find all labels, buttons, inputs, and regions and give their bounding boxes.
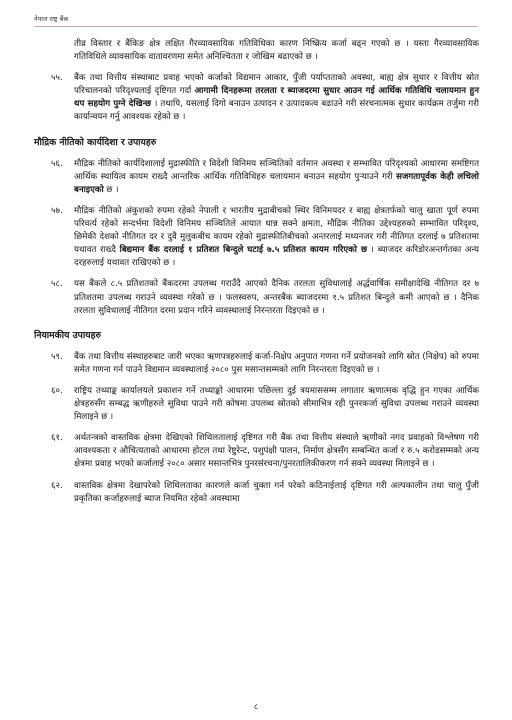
paragraph-text: । तथापि, यसलाई दिगो बनाउन उत्पादन र उत्पादकत्व बढाउने गरी संरचनात्मक सुधार कार्यक्रम तर्जुमा गरी कार्यान्वयन गर्नु आवश्यक रहेको छ । [74, 99, 480, 123]
paragraph-text: । ब्याजदर करिडोरअन्तर्गतका अन्य दरहरुलाई यथावत राखिएको छ । [74, 245, 479, 269]
paragraph-number: ५७. [51, 205, 63, 216]
paragraph-61 [34, 432, 479, 471]
paragraph-text: बैंक तथा वित्तीय संस्थाहरुबाट जारी भएका ऋणपत्रहरुलाई कर्जा-निक्षेप अनुपात गणना गर्ने प्रयोजनको लागि स्रोत (निक्षेप) को रुपमा समेत गणना गर्न पाउने विद्यमान व्यवस्थालाई २०८० पुस मसान्तसम्मको लागि निरन्तरता दिइएको छ । [74, 351, 479, 375]
paragraph-bold-text: सजगतापूर्वक केही लचिलो बनाइएको [74, 171, 479, 195]
paragraph-number: ५९. [51, 351, 63, 362]
paragraph-text: छ । [103, 184, 119, 195]
paragraph-text: यस बैंकले ८.५ प्रतिशतको बैंकदरमा उपलब्ध गराउँदै आएको दैनिक तरलता सुविधालाई अर्द्धवार्षिक समीक्षादेखि नीतिगत दर ७ प्रतिशतमा उपलब्ध गराउने व्यवस्था गरेको छ । फलस्वरुप, अन्तरबैंक ब्याजदरमा १.५ प्रतिशत बिन्दुले कमी आएको छ । दैनिक तरलता सुविधालाई नीतिगत दरमा प्रदान गरिने व्यवस्थालाई निरन्तरता दिइएको छ । [74, 279, 479, 316]
page-number: ८ [253, 702, 259, 711]
paragraph-text: वास्तविक क्षेत्रमा देखापरेको शिथिलताका कारणले कर्जा चुक्ता गर्न परेको कठिनाईलाई दृष्टिगत गरी अल्पकालीन तथा चालु पुँजी प्रकृतिका कर्जाहरुलाई ब्याज नियमित रहेको अवस्थामा [74, 480, 479, 504]
paragraph-text: मौद्रिक नीतिको अंकुशको रुपमा रहेको नेपाली र भारतीय मुद्राबीचको स्थिर विनिमयदर र बाह्य क्षेत्रतर्फको चालु खाता पूर्ण रुपमा परिवर्त्य रहेको सन्दर्भमा विदेशी विनिमय सञ्चितिले आयात धान्न सक्ने क्षमता, मौद्रिक नीतिका उद्देश्यहरुको सम्भावित परिदृश्य, छिमेकी देशको नीतिगत दर र दुवै मुलुकबीच कायम रहेको मुद्रास्फीतिबीचको अन्तरलाई मध्यनजर गरी नीतिगत दरलाई ७ प्रतिशतमा यथावत राख्दै [74, 205, 479, 256]
paragraph-bold-text: आगामी दिनहरूमा तरलता र ब्याजदरमा सुधार आउन गई आर्थिक गतिविधि चलायमान हुन थप सहयोग पुग्ने देखिन्छ [74, 86, 479, 110]
paragraph-62 [34, 480, 479, 506]
paragraph-57 [34, 205, 479, 270]
paragraph-56 [34, 158, 479, 197]
page-content [34, 38, 479, 514]
paragraph-number: ६०. [51, 385, 63, 396]
paragraph-bold-text: बिद्यमान बैंक दरलाई १ प्रतिशत बिन्दुले घटाई ७.५ प्रतिशत कायम गरिएको छ [119, 245, 367, 256]
section-heading-monetary: मौद्रिक नीतिको कार्यदिशा र उपायहरु [34, 136, 157, 148]
paragraph-number: ५५. [51, 73, 63, 84]
header-divider [34, 26, 478, 27]
page-header-title: नेपाल राष्ट्र बैंक [34, 15, 69, 23]
section-heading-regulatory: नियामकीय उपायहरु [34, 329, 101, 341]
paragraph-number: ५८. [51, 279, 63, 290]
paragraph-text: अर्थतन्त्रको वास्तविक क्षेत्रमा देखिएको शिथिलतालाई दृष्टिगत गरी बैंक तथा वित्तीय संस्थाले ऋणीको नगद प्रवाहको विश्लेषण गरी आवश्यकता र औचित्यताको आधारमा होटल तथा रेष्टुरेन्ट, पशुपंक्षी पालन, निर्माण क्षेत्रसँग सम्बन्धित कर्जा र रु.५ करोडसम्मको अन्य क्षेत्रमा प्रवाह भएको कर्जालाई २०८० असार मसान्तभित्र पुनरसंरचना/पुनरतालिकीकरण गर्न सक्ने व्यवस्था मिलाइने छ । [74, 433, 479, 470]
paragraph-60 [34, 385, 479, 424]
paragraph-number: ५६. [51, 158, 63, 169]
paragraph-number: ६२. [51, 480, 63, 491]
paragraph-59 [34, 351, 479, 377]
paragraph-number: ६१. [51, 433, 63, 444]
paragraph-text: राष्ट्रिय तथ्याङ्क कार्यालयले प्रकाशन गर्ने तथ्याङ्को आधारमा पछिल्ला दुई त्रयमाससम्म लगातार ऋणात्मक वृद्धि हुन गएका आर्थिक क्षेत्रहरुसँग सम्बद्ध ऋणीहरुले सुविधा पाउने गरी कोषमा उपलब्ध स्रोतको सीमाभित्र रही पुनरकर्जा सुविधा उपलब्ध गराउने व्यवस्था मिलाइने छ । [74, 385, 479, 423]
paragraph-text: मौद्रिक नीतिको कार्यदिशालाई मुद्रास्फीति र विदेशी विनिमय सञ्चितिको वर्तमान अवस्था र सम्भावित परिदृश्यको आधारमा समष्टिगत आर्थिक स्थायित्व कायम राख्दै आन्तरिक आर्थिक गतिविधिहरु चलायमान बनाउन सहयोग पुऱ्याउने गरी [74, 158, 479, 182]
paragraph-text: बैंक तथा वित्तीय संस्थाबाट प्रवाह भएको कर्जाको विद्यमान आकार, पुँजी पर्याप्तताको अवस्था, बाह्य क्षेत्र सुधार र वित्तीय स्रोत परिचालनको परिदृश्यलाई दृष्टिगत गर्दा [74, 73, 479, 97]
paragraph-58 [34, 278, 479, 317]
paragraph-continuation [34, 38, 479, 64]
paragraph-text: तीव्र विस्तार र बैंकिङ क्षेत्र लक्षित गैरव्यावसायिक गतिविधिका कारण निष्क्रिय कर्जा बढ्न गएको छ । यस्ता गैरव्यावसायिक गतिविधिले व्यावसायिक वातावरणमा समेत अनिश्चितता र जोखिम बढाएको छ । [74, 39, 479, 63]
paragraph-55 [34, 72, 479, 124]
